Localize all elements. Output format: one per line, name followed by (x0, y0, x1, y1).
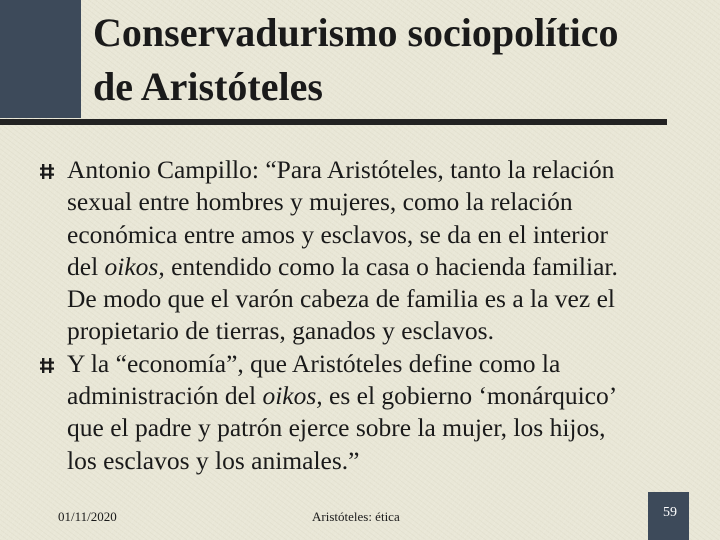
bullet-list (40, 154, 680, 477)
bullet-1-line-4 (67, 251, 680, 283)
bullet-1-line-4-after: entendido como la casa o hacienda familiar. (164, 251, 618, 281)
slide-title-line-2: de Aristóteles (93, 64, 323, 109)
bullet-text-1 (67, 154, 680, 348)
bullet-1-line-6: propietario de tierras, ganados y esclavos. (67, 316, 494, 346)
hash-bullet-icon (40, 164, 54, 179)
slide-title-line-1: Conservadurismo sociopolítico (93, 10, 619, 55)
oikos-term: oikos, (262, 381, 323, 411)
title-divider (0, 119, 667, 125)
bullet-item-1 (40, 154, 680, 348)
slide-title (93, 6, 693, 114)
bullet-1-line-5: De modo que el varón cabeza de familia es a la vez el (67, 284, 615, 314)
bullet-item-2 (40, 348, 680, 477)
bullet-2-line-2-after: es el gobierno ‘monárquico’ (322, 381, 618, 411)
bullet-1-line-2: sexual entre hombres y mujeres, como la relación (67, 187, 573, 217)
bullet-2-line-4: los esclavos y los animales.” (67, 445, 360, 475)
footer-date: 01/11/2020 (58, 509, 117, 524)
footer-title: Aristóteles: ética (312, 509, 400, 524)
page-number: 59 (663, 505, 677, 520)
bullet-2-line-2 (67, 380, 680, 412)
bullet-1-line-4-before: del (67, 251, 105, 281)
bullet-2-line-1: Y la “economía”, que Aristóteles define como la (67, 348, 561, 378)
bullet-1-line-3: económica entre amos y esclavos, se da en el interior (67, 219, 608, 249)
bullet-text-2 (67, 348, 680, 477)
bullet-2-line-3: que el padre y patrón ejerce sobre la mujer, los hijos, (67, 413, 606, 443)
bullet-1-line-1: Antonio Campillo: “Para Aristóteles, tanto la relación (67, 155, 615, 184)
hash-bullet-icon (40, 358, 54, 373)
oikos-term: oikos, (104, 251, 165, 281)
bullet-2-line-2-before: administración del (67, 381, 263, 411)
title-accent-bar (0, 0, 81, 118)
